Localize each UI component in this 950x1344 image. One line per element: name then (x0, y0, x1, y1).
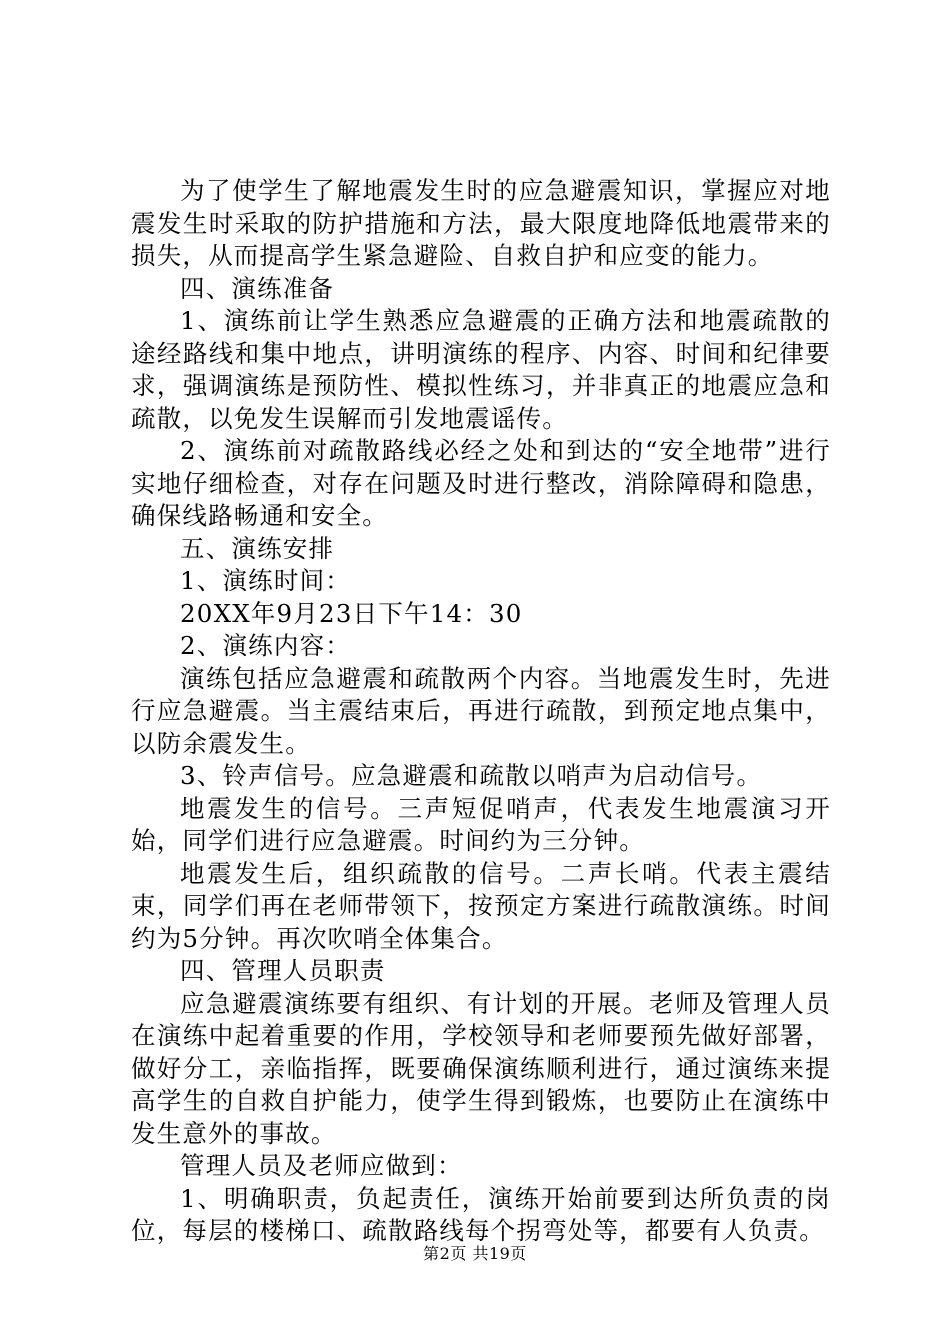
heading-manager-duties: 四、管理人员职责 (180, 956, 386, 985)
paragraph-bell-signal: 3、铃声信号。应急避震和疏散以哨声为启动信号。 (180, 761, 763, 790)
paragraph-quake-signal: 地震发生的信号。三声短促哨声，代表发生地震演习开始，同学们进行应急避震。时间约为三分钟。 (131, 793, 831, 855)
paragraph-manager-duties: 应急避震演练要有组织、有计划的开展。老师及管理人员在演练中起着重要的作用，学校领导和老师要预先做好部署，做好分工，亲临指挥，既要确保演练顺利进行，通过演练来提高学生的自救自护能力，使学生得到锻炼，也要防止在演练中发生意外的事故。 (131, 988, 831, 1148)
paragraph-intro: 为了使学生了解地震发生时的应急避震知识，掌握应对地震发生时采取的防护措施和方法，最大限度地降低地震带来的损失，从而提高学生紧急避险、自救自护和应变的能力。 (131, 176, 831, 270)
paragraph-duty-1: 1、明确职责，负起责任，演练开始前要到达所负责的岗位，每层的楼梯口、疏散路线每个拐弯处等，都要有人负责。 (131, 1183, 831, 1245)
paragraph-manager-should: 管理人员及老师应做到： (180, 1151, 463, 1180)
document-body (131, 175, 831, 1248)
paragraph-drill-time-value: 20XX年9月23日下午14：30 (180, 598, 523, 628)
paragraph-drill-content-label: 2、演练内容： (180, 631, 351, 660)
heading-drill-preparation: 四、演练准备 (180, 273, 335, 303)
paragraph-preparation-2: 2、演练前对疏散路线必经之处和到达的“安全地带”进行实地仔细检查，对存在问题及时进行整改，消除障碍和隐患，确保线路畅通和安全。 (131, 436, 831, 530)
paragraph-drill-time-label: 1、演练时间： (180, 566, 351, 595)
heading-drill-arrangement: 五、演练安排 (180, 533, 335, 563)
paragraph-evacuation-signal: 地震发生后，组织疏散的信号。二声长哨。代表主震结束，同学们再在老师带领下，按预定方案进行疏散演练。时间约为5分钟。再次吹哨全体集合。 (131, 858, 831, 953)
paragraph-preparation-1: 1、演练前让学生熟悉应急避震的正确方法和地震疏散的途经路线和集中地点，讲明演练的程序、内容、时间和纪律要求，强调演练是预防性、模拟性练习，并非真正的地震应急和疏散，以免发生误解而引发地震谣传。 (131, 306, 831, 433)
page-footer: 第2页 共19页 (423, 1244, 527, 1263)
paragraph-drill-content: 演练包括应急避震和疏散两个内容。当地震发生时，先进行应急避震。当主震结束后，再进行疏散，到预定地点集中，以防余震发生。 (131, 663, 831, 758)
